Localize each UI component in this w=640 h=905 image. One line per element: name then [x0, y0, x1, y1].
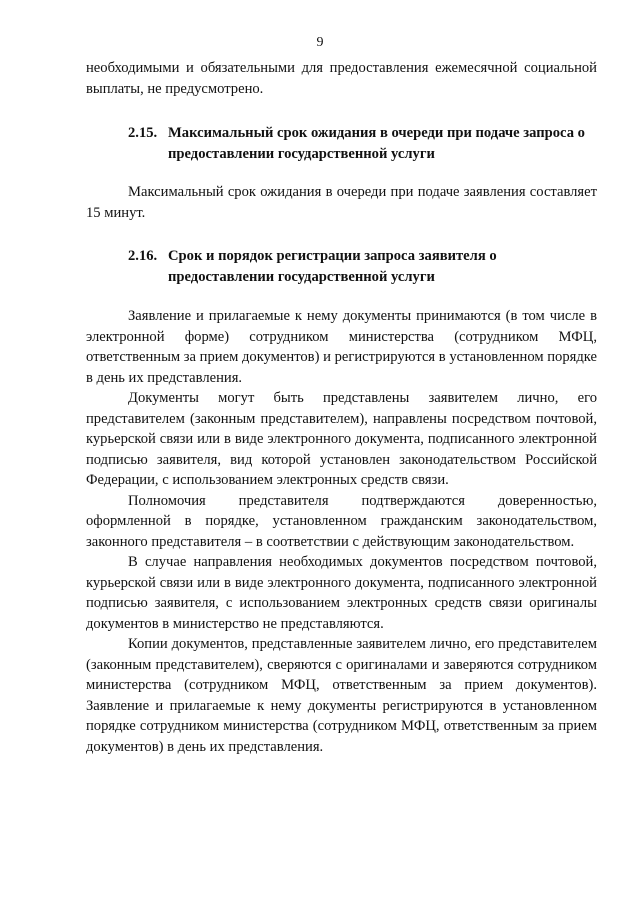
section-title: Срок и порядок регистрации запроса заявителя о предоставлении государственной услуги — [168, 248, 497, 285]
paragraph: Копии документов, представленные заявителем лично, его представителем (законным представителем), сверяются с оригиналами и заверяются сотрудником министерства (сотрудником МФЦ, ответственным за прием документов). Заявление и прилагаемые к нему документы регистрируются в установленном порядке сотрудником министерства (сотрудником МФЦ, ответственным за прием документов) в день их представления. — [86, 636, 597, 755]
page-number: 9 — [316, 35, 324, 50]
paragraph: В случае направления необходимых документов посредством почтовой, курьерской связи или в виде электронного документа, подписанного электронной подписью заявителя, с использованием электронных средств связи оригиналы документов в министерство не представляются. — [86, 554, 597, 632]
section-title: Максимальный срок ожидания в очереди при подаче запроса о предоставлении государственной услуги — [168, 125, 585, 162]
intro-paragraph: необходимыми и обязательными для предоставления ежемесячной социальной выплаты, не предусмотрено. — [86, 60, 597, 97]
paragraph: Максимальный срок ожидания в очереди при подаче заявления составляет 15 минут. — [86, 184, 597, 221]
section-heading-2-15 — [86, 123, 597, 164]
section-number: 2.15. — [128, 125, 158, 141]
paragraph: Полномочия представителя подтверждаются доверенностью, оформленной в порядке, установленном гражданским законодательством, законного представителя – в соответствии с действующим законодательством. — [86, 492, 597, 550]
paragraph: Заявление и прилагаемые к нему документы принимаются (в том числе в электронной форме) сотрудником министерства (сотрудником МФЦ, ответственным за прием документов) и регистрируются в установленном порядке в день их представления. — [86, 308, 597, 386]
section-number: 2.16. — [128, 248, 158, 264]
section-heading-2-16 — [86, 246, 597, 287]
paragraph: Документы могут быть представлены заявителем лично, его представителем (законным представителем), направлены посредством почтовой, курьерской связи или в виде электронного документа, подписанного электронной подписью заявителя, вид которой установлен законодательством Российской Федерации, с использованием электронных средств связи. — [86, 390, 597, 488]
document-body — [86, 58, 597, 757]
